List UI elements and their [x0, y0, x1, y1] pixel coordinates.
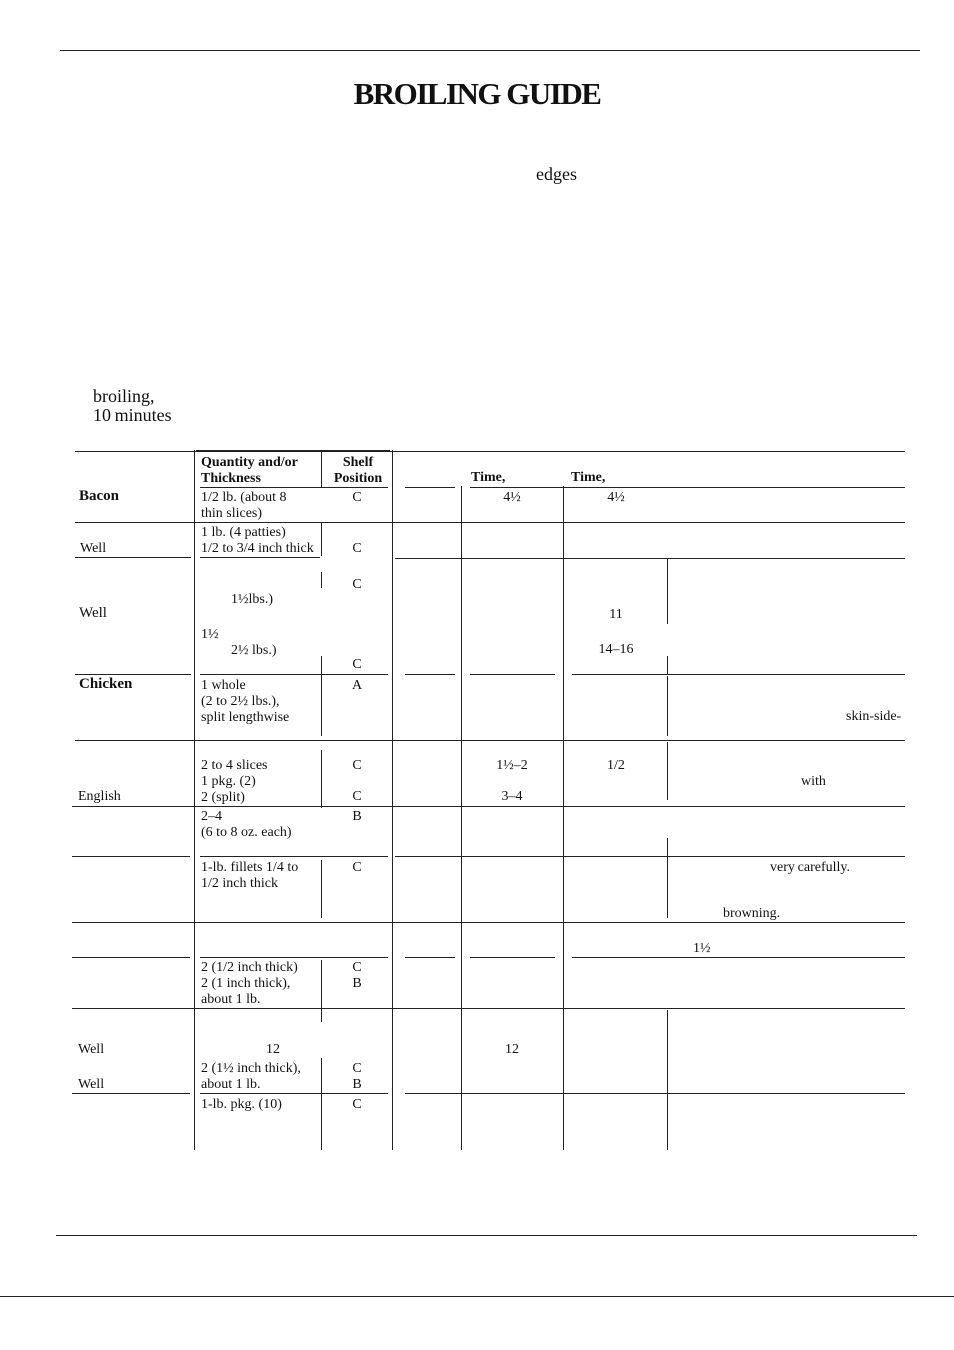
col-rule: [321, 860, 322, 918]
comment-fish-carefully: very carefully.: [770, 860, 851, 875]
food-well: Well: [79, 605, 107, 621]
row-rule: [200, 957, 388, 958]
time-second-bacon: 4½: [607, 490, 625, 505]
row-rule: [405, 957, 455, 958]
quantity-lobster: 2–4 (6 to 8 oz. each): [201, 809, 292, 840]
header-time-first: Time,: [471, 470, 506, 485]
table-top-rule: [75, 451, 905, 452]
col-rule: [321, 572, 322, 588]
row-rule: [72, 957, 190, 958]
shelf-patties: C: [352, 541, 362, 556]
row-rule: [75, 674, 191, 675]
quantity-twelve: 12: [266, 1042, 280, 1057]
row-rule: [200, 674, 388, 675]
row-rule: [200, 557, 320, 558]
row-rule: [72, 806, 905, 807]
header-rule: [470, 487, 905, 488]
comment-one-half: 1½: [693, 941, 711, 956]
row-rule: [75, 740, 905, 741]
col-rule: [194, 450, 195, 1150]
time-first-twelve: 12: [505, 1042, 519, 1057]
col-rule: [667, 676, 668, 736]
col-rule: [667, 1010, 668, 1150]
row-rule: [75, 522, 905, 523]
time-first-bread-b: 3–4: [501, 789, 523, 804]
food-well: Well: [78, 1077, 105, 1092]
shelf-lobster: B: [352, 809, 362, 824]
row-rule: [572, 957, 905, 958]
col-rule: [321, 960, 322, 1022]
row-rule: [395, 558, 905, 559]
col-rule: [321, 522, 322, 556]
quantity-chops-a: 2 (1/2 inch thick) 2 (1 inch thick), about 1 lb.: [201, 960, 298, 1007]
col-rule: [321, 450, 322, 487]
row-rule: [470, 957, 555, 958]
quantity-bacon: 1/2 lb. (about 8 thin slices): [201, 490, 287, 521]
shelf-bacon: C: [352, 490, 362, 505]
shelf-steak-b: C: [352, 657, 362, 672]
food-chicken: Chicken: [79, 676, 133, 692]
col-rule: [461, 486, 462, 1150]
quantity-chops-b: 2 (1½ inch thick), about 1 lb.: [201, 1061, 301, 1092]
row-rule: [72, 922, 905, 923]
bottom-rule: [56, 1235, 917, 1236]
shelf-chops-b2: B: [352, 1077, 362, 1092]
food-english: English: [78, 789, 121, 804]
quantity-fish: 1-lb. fillets 1/4 to 1/2 inch thick: [201, 860, 299, 891]
header-rule: [405, 487, 455, 488]
row-rule: [405, 674, 455, 675]
food-bacon: Bacon: [79, 488, 120, 504]
shelf-steak-a: C: [352, 577, 362, 592]
footer-rule: [0, 1296, 954, 1297]
shelf-fish: C: [352, 860, 362, 875]
row-rule: [72, 1008, 905, 1009]
col-rule: [667, 742, 668, 800]
shelf-chicken: A: [351, 678, 363, 693]
top-rule: [60, 50, 920, 51]
quantity-steak-b: 1½ 2½ lbs.): [201, 627, 277, 658]
col-rule: [321, 656, 322, 736]
col-rule: [667, 558, 668, 624]
time-first-bacon: 4½: [503, 490, 521, 505]
time-second-bread: 1/2: [607, 758, 625, 773]
row-rule: [470, 674, 555, 675]
row-rule: [72, 856, 190, 857]
row-rule: [75, 557, 191, 558]
col-rule: [563, 486, 564, 1150]
col-rule: [667, 838, 668, 918]
col-rule: [321, 1058, 322, 1150]
food-well: Well: [78, 1042, 105, 1057]
quantity-bread: 2 to 4 slices 1 pkg. (2) 2 (split): [201, 758, 268, 805]
row-rule: [572, 674, 905, 675]
header-quantity: Quantity and/or Thickness: [201, 455, 298, 486]
row-rule: [405, 1093, 905, 1094]
shelf-chops-b1: C: [352, 1061, 362, 1076]
header-time-second: Time,: [571, 470, 606, 485]
intro-ten-minutes: 10 minutes: [93, 405, 172, 425]
shelf-franks: C: [352, 1097, 362, 1112]
shelf-bread-a: C: [352, 758, 362, 773]
food-well: Well: [80, 541, 107, 556]
row-rule: [72, 1093, 190, 1094]
quantity-steak-a: 1½lbs.): [231, 592, 273, 607]
header-shelf: Shelf Position: [333, 455, 383, 486]
col-rule: [667, 656, 668, 674]
intro-edges: edges: [536, 164, 577, 184]
row-rule: [200, 1093, 388, 1094]
row-rule: [200, 856, 388, 857]
time-second-steak-a: 11: [609, 607, 623, 622]
quantity-patties: 1 lb. (4 patties) 1/2 to 3/4 inch thick: [201, 525, 314, 556]
comment-chicken: skin-side-: [846, 709, 902, 724]
shelf-chops-a2: B: [352, 976, 362, 991]
col-rule: [392, 450, 393, 1150]
row-rule: [395, 856, 905, 857]
comment-fish-browning: browning.: [723, 906, 781, 921]
col-rule: [321, 750, 322, 808]
intro-broiling: broiling,: [93, 386, 155, 406]
time-second-steak-b: 14–16: [598, 642, 634, 657]
header-rule: [200, 487, 388, 488]
quantity-chicken: 1 whole (2 to 2½ lbs.), split lengthwise: [201, 678, 290, 725]
shelf-chops-a1: C: [352, 960, 362, 975]
shelf-bread-b: C: [352, 789, 362, 804]
time-first-bread-a: 1½–2: [496, 758, 528, 773]
quantity-franks: 1-lb. pkg. (10): [201, 1097, 282, 1112]
page-title: BROILING GUIDE: [353, 76, 601, 111]
comment-bread: with: [801, 774, 826, 789]
